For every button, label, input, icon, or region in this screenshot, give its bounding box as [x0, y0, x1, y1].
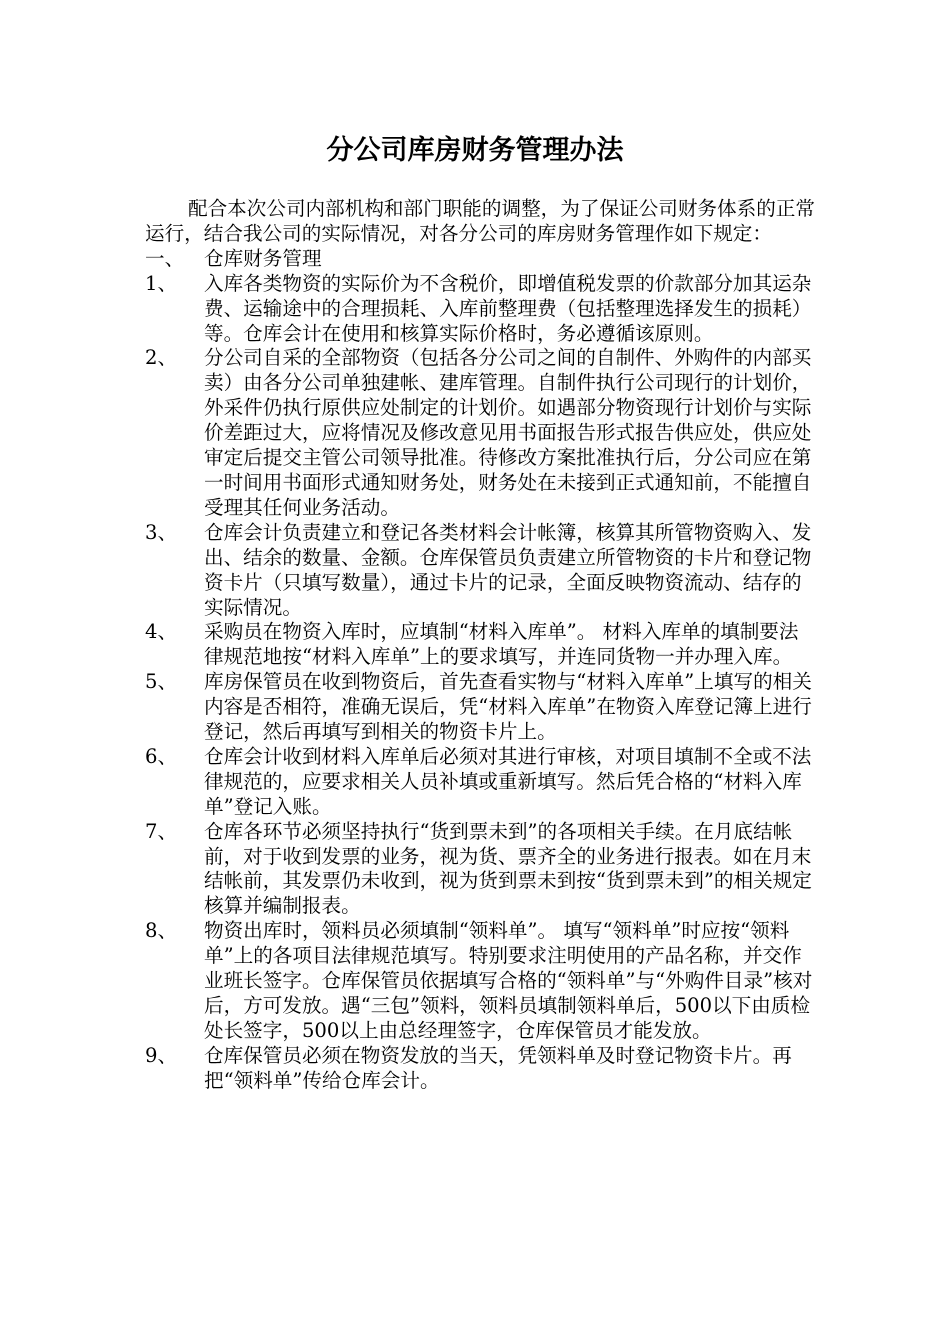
section-heading-text: 仓库财务管理	[204, 246, 322, 270]
list-item-text: 采购员在物资入库时，应填制“材料入库单”。 材料入库单的填制要法律规范地按“材料入库单”上的要求填写，并连同货物一并办理入库。	[204, 620, 799, 669]
list-item-text: 分公司自采的全部物资（包括各分公司之间的自制件、外购件的内部买卖）由各分公司单独建帐、建库管理。自制件执行公司现行的计划价，外采件仍执行原供应处制定的计划价。如遇部分物资现行计划价与实际价差距过大，应将情况及修改意见用书面报告形式报告供应处，供应处审定后提交主管公司领导批准。待修改方案批准执行后，分公司应在第一时间用书面形式通知财务处，财务处在未接到正式通知前，不能擅自受理其任何业务活动。	[204, 346, 812, 519]
list-item	[145, 1044, 815, 1094]
document-title: 分公司库房财务管理办法	[326, 135, 624, 166]
list-item-number: 5、	[145, 670, 178, 694]
list-item	[145, 620, 815, 670]
list-item	[145, 670, 815, 745]
list-item-text: 仓库保管员必须在物资发放的当天，凭领料单及时登记物资卡片。再把“领料单”传给仓库会计。	[204, 1043, 792, 1092]
list-item-number: 8、	[145, 919, 178, 943]
list-item-number: 4、	[145, 620, 178, 644]
section-heading	[145, 247, 815, 272]
list-item-number: 1、	[145, 271, 178, 295]
list-item	[145, 346, 815, 520]
list-item-text: 仓库各环节必须坚持执行“货到票未到”的各项相关手续。在月底结帐前，对于收到发票的业务，视为货、票齐全的业务进行报表。如在月末结帐前，其发票仍未收到，视为货到票未到按“货到票未到”的相关规定核算并编制报表。	[204, 819, 812, 918]
list-item-number: 9、	[145, 1043, 178, 1067]
list-item	[145, 820, 815, 920]
list-item-number: 2、	[145, 346, 178, 370]
list-item-text: 库房保管员在收到物资后，首先查看实物与“材料入库单”上填写的相关内容是否相符，准确无误后，凭“材料入库单”在物资入库登记簿上进行登记，然后再填写到相关的物资卡片上。	[204, 670, 812, 744]
list-item	[145, 272, 815, 347]
list-item-number: 7、	[145, 819, 178, 843]
list-item	[145, 745, 815, 820]
intro-paragraph: 配合本次公司内部机构和部门职能的调整，为了保证公司财务体系的正常运行，结合我公司的实际情况，对各分公司的库房财务管理作如下规定：	[145, 197, 815, 245]
list-item-text: 仓库会计收到材料入库单后必须对其进行审核，对项目填制不全或不法律规范的，应要求相关人员补填或重新填写。然后凭合格的“材料入库单”登记入账。	[204, 744, 812, 818]
list-item-number: 6、	[145, 744, 178, 768]
list-item-text: 物资出库时，领料员必须填制“领料单”。 填写“领料单”时应按“领料单”上的各项目法律规范填写。特别要求注明使用的产品名称，并交作业班长签字。仓库保管员依据填写合格的“领料单”与“外购件目录”核对后，方可发放。遇“三包”领料，领料员填制领料单后，500以下由质检处长签字，500以上由总经理签字，仓库保管员才能发放。	[204, 919, 813, 1042]
list-item-text: 入库各类物资的实际价为不含税价，即增值税发票的价款部分加其运杂费、运输途中的合理损耗、入库前整理费（包括整理选择发生的损耗）等。仓库会计在使用和核算实际价格时，务必遵循该原则。	[204, 271, 812, 345]
list-item-number: 3、	[145, 520, 178, 544]
list-item	[145, 919, 815, 1044]
list-item	[145, 521, 815, 621]
list-item-text: 仓库会计负责建立和登记各类材料会计帐簿，核算其所管物资购入、发出、结余的数量、金额。仓库保管员负责建立所管物资的卡片和登记物资卡片（只填写数量），通过卡片的记录，全面反映物资流动、结存的实际情况。	[204, 520, 812, 619]
section-number: 一、	[145, 246, 185, 270]
document-body	[145, 197, 815, 1094]
